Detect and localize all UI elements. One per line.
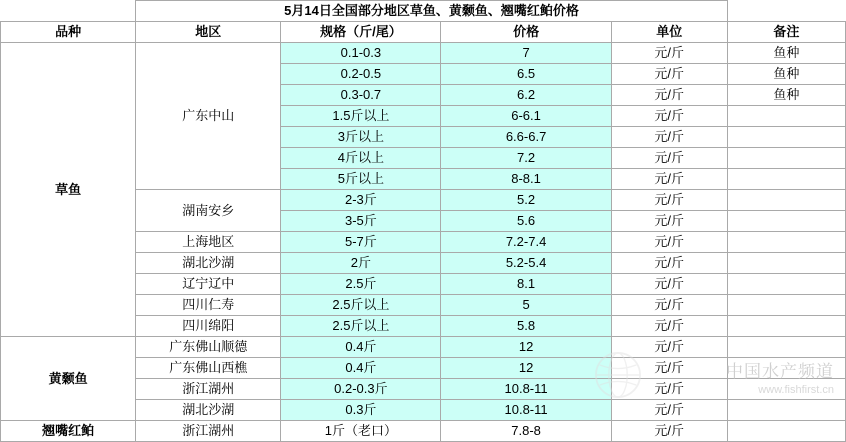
price-cell: 6-6.1	[441, 106, 611, 127]
header-row	[1, 22, 846, 43]
title-spacer-left	[1, 1, 136, 22]
note-cell	[727, 253, 845, 274]
header-note: 备注	[727, 22, 845, 43]
region-cell-zhongshan: 广东中山	[136, 43, 281, 190]
region-cell-xiqiao: 广东佛山西樵	[136, 358, 281, 379]
unit-cell: 元/斤	[611, 232, 727, 253]
unit-cell: 元/斤	[611, 337, 727, 358]
spec-cell: 1.5斤以上	[281, 106, 441, 127]
region-cell-shahu-2: 湖北沙湖	[136, 400, 281, 421]
note-cell	[727, 337, 845, 358]
price-cell: 10.8-11	[441, 379, 611, 400]
region-cell-mianyang: 四川绵阳	[136, 316, 281, 337]
note-cell	[727, 232, 845, 253]
region-cell-shahu: 湖北沙湖	[136, 253, 281, 274]
note-cell	[727, 358, 845, 379]
header-region: 地区	[136, 22, 281, 43]
region-cell-renshou: 四川仁寿	[136, 295, 281, 316]
note-cell	[727, 190, 845, 211]
unit-cell: 元/斤	[611, 148, 727, 169]
price-cell: 12	[441, 337, 611, 358]
spec-cell: 2斤	[281, 253, 441, 274]
note-cell: 鱼种	[727, 64, 845, 85]
price-cell: 7.2	[441, 148, 611, 169]
spec-cell: 2.5斤以上	[281, 295, 441, 316]
spec-cell: 0.2-0.3斤	[281, 379, 441, 400]
note-cell	[727, 148, 845, 169]
price-cell: 5.8	[441, 316, 611, 337]
unit-cell: 元/斤	[611, 379, 727, 400]
table-row	[1, 337, 846, 358]
unit-cell: 元/斤	[611, 169, 727, 190]
region-cell-huzhou-2: 浙江湖州	[136, 421, 281, 442]
unit-cell: 元/斤	[611, 421, 727, 442]
spec-cell: 2.5斤以上	[281, 316, 441, 337]
price-cell: 7.2-7.4	[441, 232, 611, 253]
region-cell-huzhou-1: 浙江湖州	[136, 379, 281, 400]
header-spec: 规格（斤/尾）	[281, 22, 441, 43]
watermark-url: www.fishfirst.cn	[758, 384, 834, 396]
note-cell	[727, 106, 845, 127]
price-cell: 12	[441, 358, 611, 379]
note-cell	[727, 274, 845, 295]
price-cell: 5	[441, 295, 611, 316]
title-spacer-right	[727, 1, 845, 22]
unit-cell: 元/斤	[611, 64, 727, 85]
page-title: 5月14日全国部分地区草鱼、黄颡鱼、翘嘴红鲌价格	[136, 1, 728, 22]
price-cell: 6.6-6.7	[441, 127, 611, 148]
spec-cell: 0.1-0.3	[281, 43, 441, 64]
header-category: 品种	[1, 22, 136, 43]
note-cell: 鱼种	[727, 85, 845, 106]
note-cell	[727, 127, 845, 148]
spec-cell: 5-7斤	[281, 232, 441, 253]
price-cell: 5.2-5.4	[441, 253, 611, 274]
title-row	[1, 1, 846, 22]
unit-cell: 元/斤	[611, 358, 727, 379]
category-cell-caoyu: 草鱼	[1, 43, 136, 337]
region-cell-shunde: 广东佛山顺德	[136, 337, 281, 358]
note-cell	[727, 316, 845, 337]
header-price: 价格	[441, 22, 611, 43]
region-cell-shanghai: 上海地区	[136, 232, 281, 253]
price-cell: 7	[441, 43, 611, 64]
price-cell: 8-8.1	[441, 169, 611, 190]
region-cell-liaozhong: 辽宁辽中	[136, 274, 281, 295]
note-cell	[727, 169, 845, 190]
spec-cell: 0.4斤	[281, 337, 441, 358]
note-cell	[727, 295, 845, 316]
category-cell-qiaozuihongbo: 翘嘴红鲌	[1, 421, 136, 442]
price-cell: 6.2	[441, 85, 611, 106]
note-cell	[727, 211, 845, 232]
unit-cell: 元/斤	[611, 295, 727, 316]
spec-cell: 0.2-0.5	[281, 64, 441, 85]
spec-cell: 1斤（老口）	[281, 421, 441, 442]
note-cell	[727, 379, 845, 400]
unit-cell: 元/斤	[611, 400, 727, 421]
note-cell	[727, 400, 845, 421]
table-row	[1, 43, 846, 64]
price-cell: 5.6	[441, 211, 611, 232]
spec-cell: 2-3斤	[281, 190, 441, 211]
unit-cell: 元/斤	[611, 274, 727, 295]
unit-cell: 元/斤	[611, 253, 727, 274]
spec-cell: 3-5斤	[281, 211, 441, 232]
spec-cell: 3斤以上	[281, 127, 441, 148]
spec-cell: 0.4斤	[281, 358, 441, 379]
price-cell: 10.8-11	[441, 400, 611, 421]
note-cell: 鱼种	[727, 43, 845, 64]
spec-cell: 0.3-0.7	[281, 85, 441, 106]
spec-cell: 0.3斤	[281, 400, 441, 421]
spec-cell: 2.5斤	[281, 274, 441, 295]
unit-cell: 元/斤	[611, 85, 727, 106]
watermark-text: 中国水产频道	[726, 362, 834, 381]
unit-cell: 元/斤	[611, 316, 727, 337]
category-cell-huangsangyu: 黄颡鱼	[1, 337, 136, 421]
price-cell: 6.5	[441, 64, 611, 85]
note-cell	[727, 421, 845, 442]
region-cell-anxiang: 湖南安乡	[136, 190, 281, 232]
unit-cell: 元/斤	[611, 211, 727, 232]
unit-cell: 元/斤	[611, 106, 727, 127]
unit-cell: 元/斤	[611, 43, 727, 64]
price-cell: 7.8-8	[441, 421, 611, 442]
unit-cell: 元/斤	[611, 190, 727, 211]
spec-cell: 4斤以上	[281, 148, 441, 169]
table-row	[1, 421, 846, 442]
price-cell: 8.1	[441, 274, 611, 295]
price-cell: 5.2	[441, 190, 611, 211]
spec-cell: 5斤以上	[281, 169, 441, 190]
header-unit: 单位	[611, 22, 727, 43]
unit-cell: 元/斤	[611, 127, 727, 148]
